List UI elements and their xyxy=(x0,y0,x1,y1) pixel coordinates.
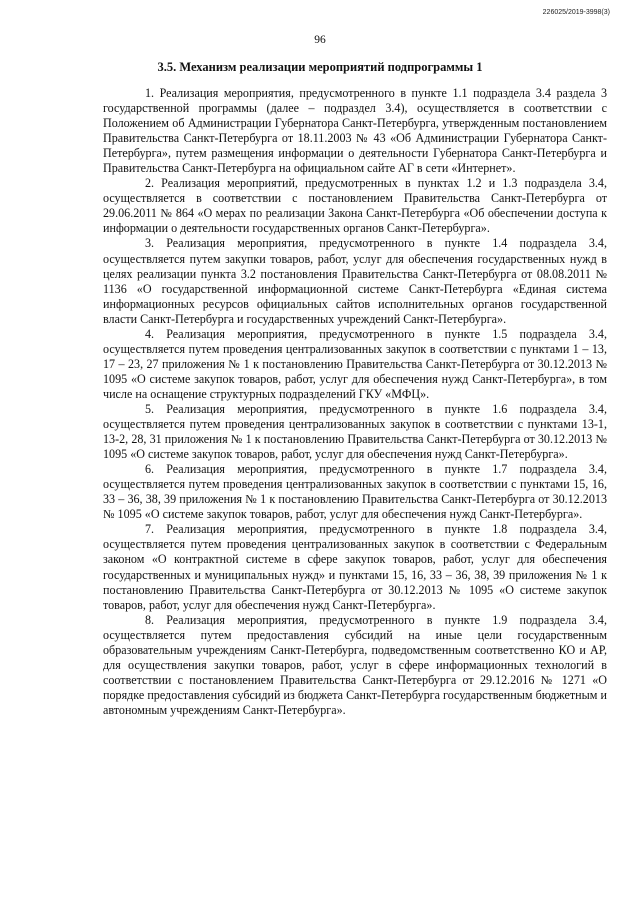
paragraph-6: 6. Реализация мероприятия, предусмотренного в пункте 1.7 подраздела 3.4, осуществляется путем проведения централизованных закупок в соответствии с пунктами 15, 16, 33 – 36, 38, 39 приложения № 1 к постановлению Правительства Санкт-Петербурга от 30.12.2013 № 1095 «О системе закупок товаров, работ, услуг для обеспечения нужд Санкт-Петербурга». xyxy=(103,462,607,522)
document-id: 226025/2019-3998(3) xyxy=(542,9,610,16)
paragraph-2: 2. Реализация мероприятий, предусмотренных в пунктах 1.2 и 1.3 подраздела 3.4, осуществляется в соответствии с постановлением Правительства Санкт-Петербурга от 29.06.2011 № 864 «О мерах по реализации Закона Санкт-Петербурга «Об обеспечении доступа к информации о деятельности государственных органов Санкт-Петербурга». xyxy=(103,176,607,236)
document-body xyxy=(103,86,607,718)
page-number: 96 xyxy=(314,34,326,46)
paragraph-7: 7. Реализация мероприятия, предусмотренного в пункте 1.8 подраздела 3.4, осуществляется путем проведения централизованных закупок в соответствии с Федеральным законом «О контрактной системе в сфере закупок товаров, работ, услуг для обеспечения государственных и муниципальных нужд» и пунктами 15, 16, 33 – 36, 38, 39 приложения № 1 к постановлению Правительства Санкт-Петербурга от 30.12.2013 № 1095 «О системе закупок товаров, работ, услуг для обеспечения нужд Санкт-Петербурга». xyxy=(103,522,607,612)
paragraph-5: 5. Реализация мероприятия, предусмотренного в пункте 1.6 подраздела 3.4, осуществляется путем проведения централизованных закупок в соответствии с пунктами 13-1, 13-2, 28, 31 приложения № 1 к постановлению Правительства Санкт-Петербурга от 30.12.2013 № 1095 «О системе закупок товаров, работ, услуг для обеспечения нужд Санкт-Петербурга». xyxy=(103,401,607,462)
paragraph-8: 8. Реализация мероприятия, предусмотренного в пункте 1.9 подраздела 3.4, осуществляется путем предоставления субсидий на иные цели государственным образовательным учреждениям Санкт-Петербурга, подведомственным соответственно КО и АР, для осуществления закупки товаров, работ, услуг в сфере информационных технологий в соответствии с постановлением Правительства Санкт-Петербурга от 29.12.2016 № 1271 «О порядке предоставления субсидий из бюджета Санкт-Петербурга государственным бюджетным и автономным учреждениям Санкт-Петербурга». xyxy=(103,612,607,717)
paragraph-3: 3. Реализация мероприятия, предусмотренного в пункте 1.4 подраздела 3.4, осуществляется путем закупки товаров, работ, услуг для обеспечения государственных нужд в целях реализации пункта 3.2 постановления Правительства Санкт-Петербурга от 08.08.2011 № 1136 «О государственной информационной системе Санкт-Петербурга «Единая система информационных ресурсов официальных сайтов исполнительных органов государственной власти Санкт-Петербурга и государственных учреждений Санкт-Петербурга». xyxy=(103,236,607,326)
section-title: 3.5. Механизм реализации мероприятий подпрограммы 1 xyxy=(157,60,483,74)
paragraph-4: 4. Реализация мероприятия, предусмотренного в пункте 1.5 подраздела 3.4, осуществляется путем проведения централизованных закупок в соответствии с пунктами 1 – 13, 17 – 23, 27 приложения № 1 к постановлению Правительства Санкт-Петербурга от 30.12.2013 № 1095 «О системе закупок товаров, работ, услуг для обеспечения нужд Санкт-Петербурга», в том числе на оснащение структурных подразделений ГКУ «МФЦ». xyxy=(103,326,607,401)
paragraph-1: 1. Реализация мероприятия, предусмотренного в пункте 1.1 подраздела 3.4 раздела 3 государственной программы (далее – подраздел 3.4), осуществляется в соответствии с Положением об Администрации Губернатора Санкт-Петербурга, утвержденным постановлением Правительства Санкт-Петербурга от 18.11.2003 № 43 «Об Администрации Губернатора Санкт-Петербурга», путем размещения информации о деятельности Губернатора Санкт-Петербурга и Правительства Санкт-Петербурга на официальном сайте АГ в сети «Интернет». xyxy=(103,86,607,176)
